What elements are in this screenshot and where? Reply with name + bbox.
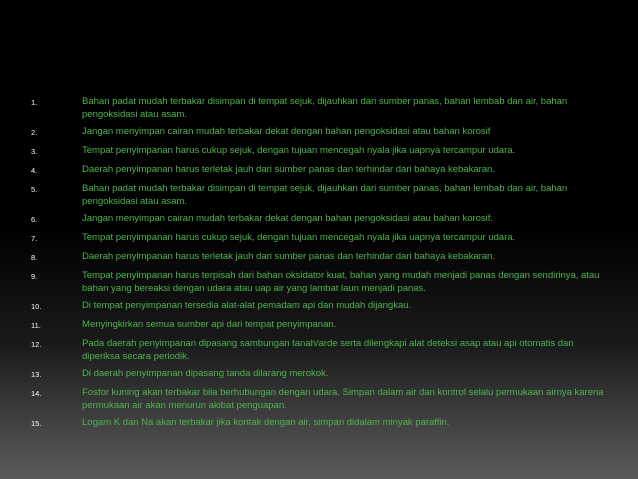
item-number: 3. bbox=[31, 147, 38, 156]
item-number: 12. bbox=[31, 340, 42, 349]
list-item bbox=[31, 416, 611, 430]
item-text: Daerah penyimpanan harus terletak jauh dari sumber panas dan terhindar dari bahaya kebakaran. bbox=[82, 164, 495, 175]
item-number: 14. bbox=[31, 389, 42, 398]
item-number: 4. bbox=[31, 166, 38, 175]
list-item bbox=[31, 250, 611, 264]
item-text: Pada daerah penyimpanan dipasang sambungan tanah/arde serta dilengkapi alat deteksi asap atau api otomatis dan diperiksa secara periodik. bbox=[82, 338, 574, 362]
item-number: 2. bbox=[31, 128, 38, 137]
list-item bbox=[31, 95, 611, 121]
item-text: Daerah penyimpanan harus terletak jauh dari sumber panas dan terhindar dari bahaya kebakaran. bbox=[82, 251, 495, 262]
item-number: 9. bbox=[31, 272, 38, 281]
item-number: 5. bbox=[31, 185, 38, 194]
item-number: 8. bbox=[31, 253, 38, 262]
item-text: Tempat penyimpanan harus terpisah dari bahan oksidator kuat, bahan yang mudah menjadi panas dengan sendirinya, atau bahan yang bereaksi dengan udara atau uap air yang lambat laun menjadi panas. bbox=[82, 270, 600, 294]
item-number: 7. bbox=[31, 234, 38, 243]
item-number: 6. bbox=[31, 215, 38, 224]
list-item bbox=[31, 318, 611, 332]
item-number: 1. bbox=[31, 98, 38, 107]
item-text: Jangan menyimpan cairan mudah terbakar dekat dengan bahan pengoksidasi atau bahan korosif. bbox=[82, 213, 493, 224]
item-text: Logam K dan Na akan terbakar jika kontak dengan air, simpan didalam minyak paraffin. bbox=[82, 417, 450, 428]
list-item bbox=[31, 337, 611, 363]
item-text: Bahan padat mudah terbakar disimpan di tempat sejuk, dijauhkan dari sumber panas, bahan lembab dan air, bahan pengoksidasi atau asam. bbox=[82, 96, 568, 120]
item-text: Menyingkirkan semua sumber api dari tempat penyimpanan. bbox=[82, 319, 337, 330]
list-item bbox=[31, 269, 611, 295]
item-number: 11. bbox=[31, 321, 41, 330]
item-text: Di tempat penyimpanan tersedia alat-alat pemadam api dan mudah dijangkau. bbox=[82, 300, 412, 311]
item-text: Bahan padat mudah terbakar disimpan di tempat sejuk, dijauhkan dari sumber panas, bahan lembab dan air, bahan pengoksidasi atau asam. bbox=[82, 183, 568, 207]
item-text: Jangan menyimpan cairan mudah terbakar dekat dengan bahan pengoksidasi atau bahan korosif bbox=[82, 126, 491, 137]
item-text: Di daerah penyimpanan dipasang tanda dilarang merokok. bbox=[82, 368, 329, 379]
list-item bbox=[31, 182, 611, 208]
item-number: 13. bbox=[31, 370, 42, 379]
numbered-list bbox=[31, 95, 611, 430]
list-item bbox=[31, 386, 611, 412]
list-item bbox=[31, 231, 611, 245]
item-text: Tempat penyimpanan harus cukup sejuk, dengan tujuan mencegah nyala jika uapnya tercampur udara. bbox=[82, 145, 516, 156]
list-item bbox=[31, 212, 611, 226]
list-item bbox=[31, 299, 611, 313]
list-item bbox=[31, 125, 611, 139]
item-text: Tempat penyimpanan harus cukup sejuk, dengan tujuan mencegah nyala jika uapnya tercampur udara. bbox=[82, 232, 516, 243]
item-text: Fosfor kuning akan terbakar bila berhubungan dengan udara. Simpan dalam air dan kontrol selalu permukaan airnya karena permukaan air akan menurun akibat penguapan. bbox=[82, 387, 604, 411]
list-item bbox=[31, 367, 611, 381]
item-number: 10. bbox=[31, 302, 42, 311]
item-number: 15. bbox=[31, 419, 42, 428]
list-item bbox=[31, 163, 611, 177]
list-item bbox=[31, 144, 611, 158]
